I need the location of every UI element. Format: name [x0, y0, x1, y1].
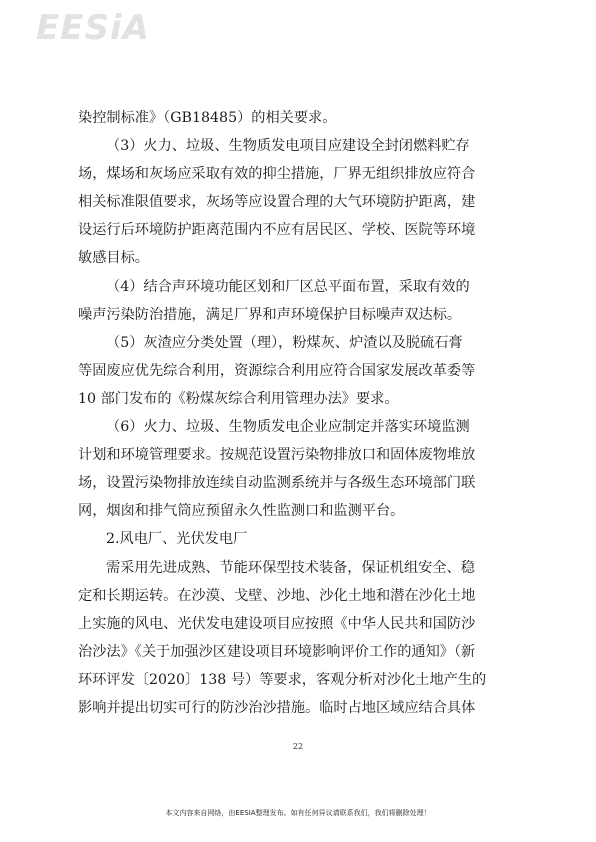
text-line: 设运行后环境防护距离范围内不应有居民区、学校、医院等环境 — [78, 222, 476, 239]
text-line: 相关标准限值要求，灰场等应设置合理的大气环境防护距离，建 — [78, 194, 476, 211]
text-line: 场，煤场和灰场应采取有效的抑尘措施，厂界无组织排放应符合 — [78, 166, 476, 183]
text-line: 网，烟囱和排气筒应预留永久性监测口和监测平台。 — [78, 503, 405, 520]
text-line: 定和长期运转。在沙漠、戈壁、沙地、沙化土地和潜在沙化土地 — [78, 587, 476, 604]
paragraph-5-start: （5）灰渣应分类处置（理），粉煤灰、炉渣以及脱硫石膏 — [106, 334, 463, 351]
section-heading: 2.风电厂、光伏发电厂 — [106, 531, 248, 548]
text-line: 等固废应优先综合利用，资源综合利用应符合国家发展改革委等 — [78, 362, 476, 379]
text-line: 上实施的风电、光伏发电建设项目应按照《中华人民共和国防沙 — [78, 615, 476, 632]
paragraph-6-start: （6）火力、垃圾、生物质发电企业应制定并落实环境监测 — [106, 419, 470, 436]
text-line: 环环评发〔2020〕138 号）等要求，客观分析对沙化土地产生的 — [78, 671, 487, 688]
text-line: 影响并提出切实可行的防沙治沙措施。临时占地区域应结合具体 — [78, 699, 476, 716]
text-line: 染控制标准》（GB18485）的相关要求。 — [78, 110, 337, 126]
text-line: 计划和环境管理要求。按规范设置污染物排放口和固体废物堆放 — [78, 447, 476, 464]
footer-note: 本文内容来自网络，由EESIA整理发布。如有任何异议请联系我们，我们将删除处理！ — [165, 809, 431, 817]
page-number: 22 — [292, 742, 304, 751]
eesia-logo: EESiA — [36, 8, 150, 48]
text-line: 治沙法》《关于加强沙区建设项目环境影响评价工作的通知》（新 — [78, 643, 476, 660]
paragraph-wind-solar-start: 需采用先进成熟、节能环保型技术装备，保证机组安全、稳 — [106, 559, 475, 576]
text-line: 10 部门发布的《粉煤灰综合利用管理办法》要求。 — [78, 390, 399, 407]
text-line: 场，设置污染物排放连续自动监测系统并与各级生态环境部门联 — [78, 475, 476, 492]
text-line: 敏感目标。 — [78, 250, 149, 267]
paragraph-3-start: （3）火力、垃圾、生物质发电项目应建设全封闭燃料贮存 — [106, 138, 470, 155]
document-body — [78, 104, 518, 722]
paragraph-4-start: （4）结合声环境功能区划和厂区总平面布置，采取有效的 — [106, 278, 470, 295]
text-line: 噪声污染防治措施，满足厂界和声环境保护目标噪声双达标。 — [78, 306, 462, 323]
